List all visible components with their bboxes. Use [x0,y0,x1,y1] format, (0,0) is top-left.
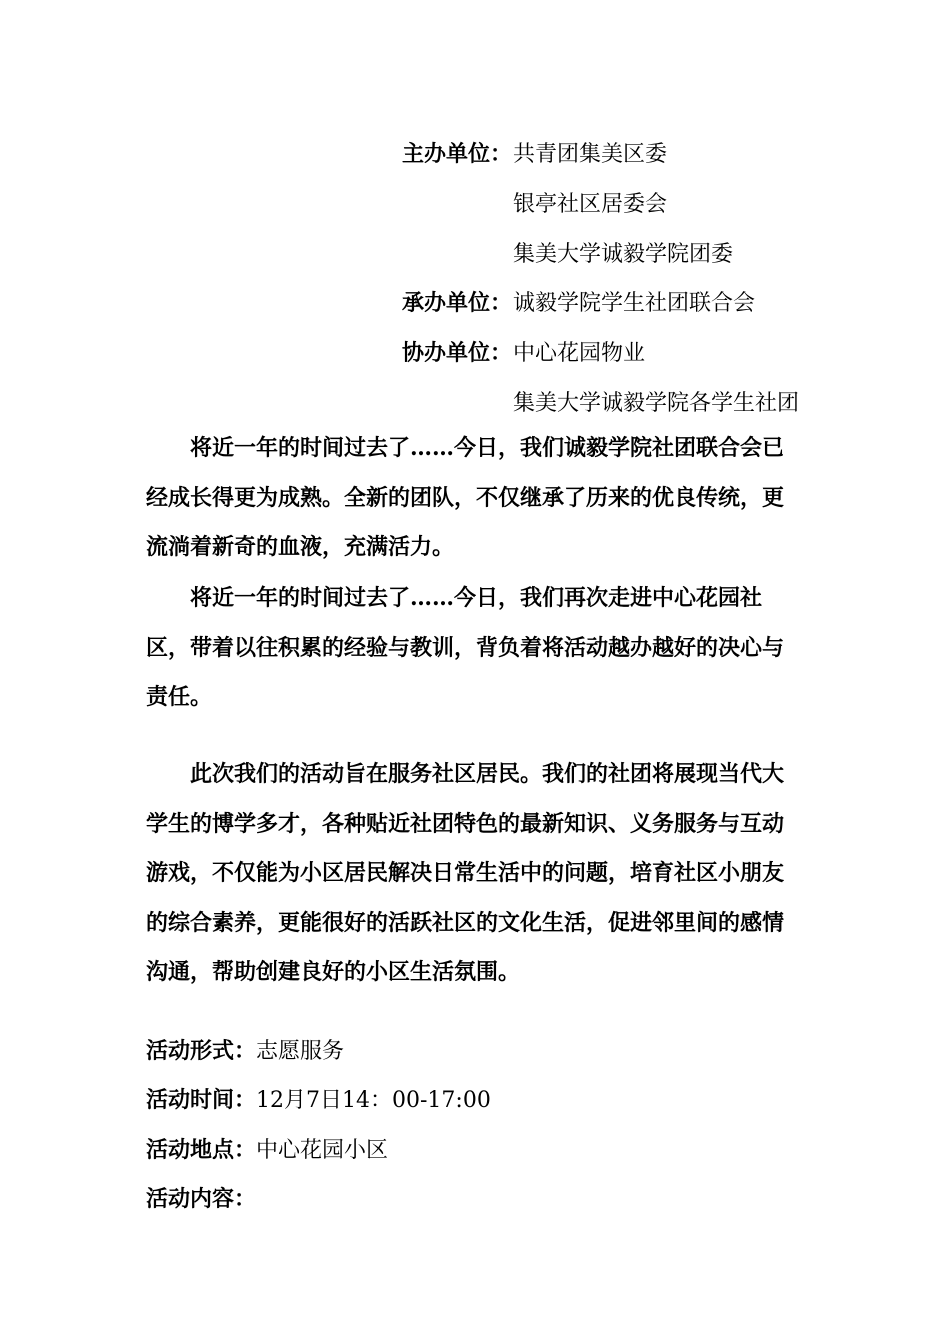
paragraph-1 [146,424,796,573]
activity-time-value: 12月7日14：00-17:00 [256,1088,491,1113]
co-organizer-value-2: 集美大学诚毅学院各学生社团 [513,391,800,416]
paragraph-line: 责任。 [146,684,213,710]
activity-form-value: 志愿服务 [256,1039,345,1064]
paragraph-line: 流淌着新奇的血液，充满活力。 [146,534,455,560]
co-organizer-value-1: 中心花园物业 [513,341,646,366]
host-label: 主办单位： [402,142,513,167]
paragraph-line: 此次我们的活动旨在服务社区居民。我们的社团将展现当代大 [146,761,785,787]
paragraph-3 [146,750,796,998]
paragraph-line: 沟通，帮助创建良好的小区生活氛围。 [146,959,521,985]
activity-time-row [146,1083,491,1114]
host-value-2: 银亭社区居委会 [513,192,668,217]
activity-form-label: 活动形式： [146,1039,257,1064]
activity-location-label: 活动地点： [146,1138,257,1163]
host-value-1: 共青团集美区委 [513,142,668,167]
organizer-value-1: 诚毅学院学生社团联合会 [513,291,756,316]
co-organizer-label: 协办单位： [402,341,513,366]
paragraph-line: 将近一年的时间过去了……今日，我们诚毅学院社团联合会已 [146,435,785,461]
activity-time-label: 活动时间： [146,1088,257,1113]
activity-location-row [146,1133,388,1164]
activity-content-label: 活动内容： [146,1187,257,1212]
paragraph-line: 游戏，不仅能为小区居民解决日常生活中的问题，培育社区小朋友 [146,860,785,886]
host-value-3: 集美大学诚毅学院团委 [513,242,734,267]
paragraph-line: 经成长得更为成熟。全新的团队，不仅继承了历来的优良传统，更 [146,484,785,511]
paragraph-line: 学生的博学多才，各种贴近社团特色的最新知识、义务服务与互动 [146,810,785,837]
activity-location-value: 中心花园小区 [256,1138,389,1163]
paragraph-line: 将近一年的时间过去了……今日，我们再次走进中心花园社 [146,585,763,611]
paragraph-2 [146,574,796,723]
activity-content-row [146,1182,256,1213]
organizer-label: 承办单位： [402,291,513,316]
activity-form-row [146,1034,344,1065]
paragraph-line: 区，带着以往积累的经验与教训，背负着将活动越办越好的决心与 [146,634,785,661]
paragraph-line: 的综合素养，更能很好的活跃社区的文化生活，促进邻里间的感情 [146,909,785,936]
